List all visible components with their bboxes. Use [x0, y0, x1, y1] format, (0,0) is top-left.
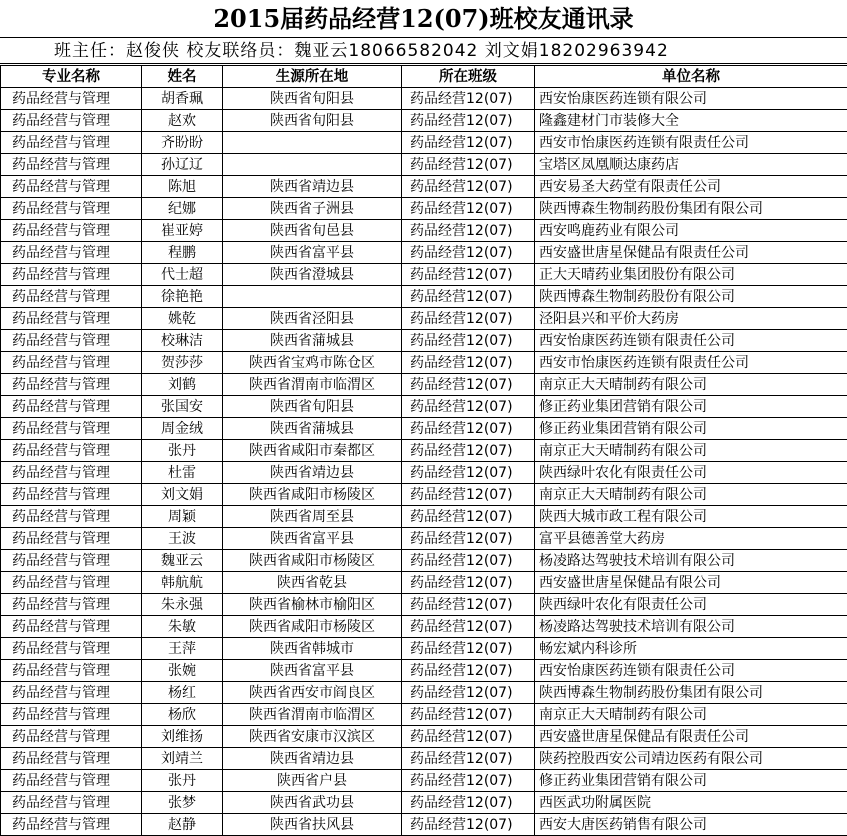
table-row — [1, 506, 847, 528]
cell-origin: 陕西省旬邑县 — [223, 220, 402, 242]
cell-class: 药品经营12(07) — [402, 220, 535, 242]
cell-origin: 陕西省旬阳县 — [223, 110, 402, 132]
table-row — [1, 286, 847, 308]
cell-unit: 泾阳县兴和平价大药房 — [535, 308, 847, 330]
cell-unit: 陕西大城市政工程有限公司 — [535, 506, 847, 528]
cell-unit: 杨凌路达驾驶技术培训有限公司 — [535, 550, 847, 572]
cell-class: 药品经营12(07) — [402, 440, 535, 462]
table-row — [1, 726, 847, 748]
cell-major: 药品经营与管理 — [1, 242, 142, 264]
cell-class: 药品经营12(07) — [402, 88, 535, 110]
table-row — [1, 594, 847, 616]
cell-major: 药品经营与管理 — [1, 110, 142, 132]
table-row — [1, 484, 847, 506]
table-row — [1, 176, 847, 198]
cell-origin — [223, 286, 402, 308]
cell-major: 药品经营与管理 — [1, 396, 142, 418]
header-row — [1, 66, 847, 88]
cell-unit: 南京正大天晴制药有限公司 — [535, 704, 847, 726]
cell-major: 药品经营与管理 — [1, 682, 142, 704]
table-row — [1, 462, 847, 484]
cell-name: 刘鹤 — [142, 374, 223, 396]
cell-name: 孙辽辽 — [142, 154, 223, 176]
cell-class: 药品经营12(07) — [402, 506, 535, 528]
cell-class: 药品经营12(07) — [402, 528, 535, 550]
cell-name: 杨欣 — [142, 704, 223, 726]
column-header-class: 所在班级 — [402, 66, 535, 88]
cell-name: 胡香珮 — [142, 88, 223, 110]
cell-class: 药品经营12(07) — [402, 660, 535, 682]
cell-class: 药品经营12(07) — [402, 154, 535, 176]
cell-unit: 西安易圣大药堂有限责任公司 — [535, 176, 847, 198]
cell-class: 药品经营12(07) — [402, 418, 535, 440]
cell-name: 王波 — [142, 528, 223, 550]
table-row — [1, 110, 847, 132]
cell-origin: 陕西省户县 — [223, 770, 402, 792]
cell-origin: 陕西省安康市汉滨区 — [223, 726, 402, 748]
cell-origin: 陕西省扶风县 — [223, 814, 402, 836]
cell-class: 药品经营12(07) — [402, 726, 535, 748]
cell-unit: 陕西博森生物制药股份集团有限公司 — [535, 682, 847, 704]
cell-unit: 南京正大天晴制药有限公司 — [535, 374, 847, 396]
cell-name: 赵欢 — [142, 110, 223, 132]
cell-name: 刘文娟 — [142, 484, 223, 506]
cell-major: 药品经营与管理 — [1, 132, 142, 154]
cell-origin: 陕西省富平县 — [223, 660, 402, 682]
cell-origin: 陕西省旬阳县 — [223, 88, 402, 110]
cell-origin: 陕西省泾阳县 — [223, 308, 402, 330]
table-row — [1, 638, 847, 660]
cell-name: 程鹏 — [142, 242, 223, 264]
cell-major: 药品经营与管理 — [1, 220, 142, 242]
cell-unit: 西安大唐医药销售有限公司 — [535, 814, 847, 836]
cell-origin: 陕西省富平县 — [223, 528, 402, 550]
cell-origin: 陕西省榆林市榆阳区 — [223, 594, 402, 616]
cell-origin — [223, 154, 402, 176]
table-row — [1, 396, 847, 418]
cell-name: 崔亚婷 — [142, 220, 223, 242]
cell-class: 药品经营12(07) — [402, 814, 535, 836]
cell-class: 药品经营12(07) — [402, 638, 535, 660]
cell-major: 药品经营与管理 — [1, 704, 142, 726]
cell-unit: 南京正大天晴制药有限公司 — [535, 440, 847, 462]
cell-origin: 陕西省靖边县 — [223, 462, 402, 484]
cell-name: 赵静 — [142, 814, 223, 836]
cell-name: 纪娜 — [142, 198, 223, 220]
cell-unit: 西安怡康医药连锁有限公司 — [535, 88, 847, 110]
cell-unit: 陕西博森生物制药股份有限公司 — [535, 286, 847, 308]
cell-name: 魏亚云 — [142, 550, 223, 572]
cell-major: 药品经营与管理 — [1, 572, 142, 594]
cell-unit: 陕西绿叶农化有限责任公司 — [535, 462, 847, 484]
cell-origin: 陕西省武功县 — [223, 792, 402, 814]
cell-class: 药品经营12(07) — [402, 396, 535, 418]
cell-origin: 陕西省靖边县 — [223, 176, 402, 198]
cell-class: 药品经营12(07) — [402, 242, 535, 264]
table-row — [1, 198, 847, 220]
cell-origin: 陕西省咸阳市秦都区 — [223, 440, 402, 462]
cell-class: 药品经营12(07) — [402, 176, 535, 198]
column-header-origin: 生源所在地 — [223, 66, 402, 88]
cell-class: 药品经营12(07) — [402, 594, 535, 616]
cell-major: 药品经营与管理 — [1, 308, 142, 330]
table-row — [1, 330, 847, 352]
cell-origin: 陕西省蒲城县 — [223, 330, 402, 352]
cell-name: 朱敏 — [142, 616, 223, 638]
cell-major: 药品经营与管理 — [1, 770, 142, 792]
cell-origin: 陕西省渭南市临渭区 — [223, 704, 402, 726]
table-row — [1, 550, 847, 572]
table-row — [1, 440, 847, 462]
table-body — [1, 88, 847, 836]
cell-major: 药品经营与管理 — [1, 814, 142, 836]
cell-unit: 西安市怡康医药连锁有限责任公司 — [535, 352, 847, 374]
cell-class: 药品经营12(07) — [402, 462, 535, 484]
cell-class: 药品经营12(07) — [402, 704, 535, 726]
cell-origin: 陕西省旬阳县 — [223, 396, 402, 418]
cell-class: 药品经营12(07) — [402, 132, 535, 154]
cell-unit: 西安怡康医药连锁有限责任公司 — [535, 660, 847, 682]
column-header-major: 专业名称 — [1, 66, 142, 88]
cell-unit: 富平县德善堂大药房 — [535, 528, 847, 550]
cell-class: 药品经营12(07) — [402, 264, 535, 286]
cell-class: 药品经营12(07) — [402, 770, 535, 792]
cell-name: 代士超 — [142, 264, 223, 286]
cell-name: 张丹 — [142, 770, 223, 792]
cell-origin: 陕西省宝鸡市陈仓区 — [223, 352, 402, 374]
cell-origin: 陕西省韩城市 — [223, 638, 402, 660]
cell-unit: 陕药控股西安公司靖边医药有限公司 — [535, 748, 847, 770]
table-row — [1, 748, 847, 770]
cell-unit: 杨凌路达驾驶技术培训有限公司 — [535, 616, 847, 638]
cell-unit: 西安怡康医药连锁有限责任公司 — [535, 330, 847, 352]
cell-unit: 畅宏斌内科诊所 — [535, 638, 847, 660]
cell-name: 杜雷 — [142, 462, 223, 484]
cell-origin: 陕西省西安市阎良区 — [223, 682, 402, 704]
cell-class: 药品经营12(07) — [402, 308, 535, 330]
cell-origin: 陕西省蒲城县 — [223, 418, 402, 440]
cell-unit: 修正药业集团营销有限公司 — [535, 418, 847, 440]
cell-name: 陈旭 — [142, 176, 223, 198]
cell-origin: 陕西省乾县 — [223, 572, 402, 594]
cell-unit: 修正药业集团营销有限公司 — [535, 770, 847, 792]
cell-major: 药品经营与管理 — [1, 88, 142, 110]
column-header-unit: 单位名称 — [535, 66, 847, 88]
table-row — [1, 704, 847, 726]
cell-class: 药品经营12(07) — [402, 330, 535, 352]
cell-major: 药品经营与管理 — [1, 616, 142, 638]
cell-major: 药品经营与管理 — [1, 462, 142, 484]
alumni-table — [0, 65, 847, 836]
table-row — [1, 660, 847, 682]
cell-major: 药品经营与管理 — [1, 506, 142, 528]
cell-origin: 陕西省渭南市临渭区 — [223, 374, 402, 396]
cell-major: 药品经营与管理 — [1, 594, 142, 616]
contact-subtitle: 班主任：赵俊侠 校友联络员：魏亚云18066582042 刘文娟18202963942 — [0, 38, 847, 64]
cell-major: 药品经营与管理 — [1, 748, 142, 770]
table-row — [1, 682, 847, 704]
cell-class: 药品经营12(07) — [402, 352, 535, 374]
cell-major: 药品经营与管理 — [1, 330, 142, 352]
cell-unit: 宝塔区凤凰顺达康药店 — [535, 154, 847, 176]
cell-name: 张婉 — [142, 660, 223, 682]
cell-major: 药品经营与管理 — [1, 484, 142, 506]
cell-major: 药品经营与管理 — [1, 198, 142, 220]
table-row — [1, 814, 847, 836]
cell-unit: 修正药业集团营销有限公司 — [535, 396, 847, 418]
cell-major: 药品经营与管理 — [1, 528, 142, 550]
cell-origin: 陕西省咸阳市杨陵区 — [223, 484, 402, 506]
table-row — [1, 88, 847, 110]
cell-name: 刘维扬 — [142, 726, 223, 748]
cell-unit: 西安盛世唐星保健品有限公司 — [535, 572, 847, 594]
cell-origin — [223, 132, 402, 154]
column-header-name: 姓名 — [142, 66, 223, 88]
cell-unit: 西医武功附属医院 — [535, 792, 847, 814]
cell-name: 刘靖兰 — [142, 748, 223, 770]
cell-major: 药品经营与管理 — [1, 660, 142, 682]
cell-name: 张丹 — [142, 440, 223, 462]
cell-class: 药品经营12(07) — [402, 792, 535, 814]
cell-name: 张梦 — [142, 792, 223, 814]
table-row — [1, 792, 847, 814]
cell-name: 张国安 — [142, 396, 223, 418]
cell-class: 药品经营12(07) — [402, 550, 535, 572]
cell-origin: 陕西省子洲县 — [223, 198, 402, 220]
cell-unit: 隆鑫建材门市装修大全 — [535, 110, 847, 132]
cell-name: 姚乾 — [142, 308, 223, 330]
table-row — [1, 132, 847, 154]
table-row — [1, 572, 847, 594]
cell-major: 药品经营与管理 — [1, 440, 142, 462]
cell-name: 韩航航 — [142, 572, 223, 594]
table-row — [1, 352, 847, 374]
table-row — [1, 220, 847, 242]
cell-origin: 陕西省靖边县 — [223, 748, 402, 770]
cell-unit: 陕西博森生物制药股份集团有限公司 — [535, 198, 847, 220]
cell-major: 药品经营与管理 — [1, 418, 142, 440]
cell-name: 杨红 — [142, 682, 223, 704]
cell-major: 药品经营与管理 — [1, 374, 142, 396]
page-title: 2015届药品经营12(07)班校友通讯录 — [0, 0, 847, 38]
cell-name: 齐盼盼 — [142, 132, 223, 154]
cell-unit: 西安盛世唐星保健品有限责任公司 — [535, 242, 847, 264]
table-row — [1, 528, 847, 550]
cell-name: 徐艳艳 — [142, 286, 223, 308]
cell-name: 校琳洁 — [142, 330, 223, 352]
cell-name: 王萍 — [142, 638, 223, 660]
cell-unit: 陕西绿叶农化有限责任公司 — [535, 594, 847, 616]
cell-name: 朱永强 — [142, 594, 223, 616]
cell-major: 药品经营与管理 — [1, 638, 142, 660]
table-row — [1, 374, 847, 396]
table-row — [1, 308, 847, 330]
table-row — [1, 264, 847, 286]
cell-origin: 陕西省咸阳市杨陵区 — [223, 616, 402, 638]
table-row — [1, 242, 847, 264]
table-row — [1, 770, 847, 792]
cell-origin: 陕西省澄城县 — [223, 264, 402, 286]
cell-class: 药品经营12(07) — [402, 484, 535, 506]
cell-major: 药品经营与管理 — [1, 176, 142, 198]
cell-name: 贺莎莎 — [142, 352, 223, 374]
cell-major: 药品经营与管理 — [1, 264, 142, 286]
cell-origin: 陕西省周至县 — [223, 506, 402, 528]
table-row — [1, 616, 847, 638]
cell-major: 药品经营与管理 — [1, 352, 142, 374]
cell-class: 药品经营12(07) — [402, 198, 535, 220]
cell-major: 药品经营与管理 — [1, 154, 142, 176]
cell-class: 药品经营12(07) — [402, 374, 535, 396]
cell-class: 药品经营12(07) — [402, 110, 535, 132]
cell-major: 药品经营与管理 — [1, 550, 142, 572]
cell-unit: 南京正大天晴制药有限公司 — [535, 484, 847, 506]
cell-unit: 西安市怡康医药连锁有限责任公司 — [535, 132, 847, 154]
cell-origin: 陕西省富平县 — [223, 242, 402, 264]
cell-major: 药品经营与管理 — [1, 286, 142, 308]
cell-unit: 西安盛世唐星保健品有限责任公司 — [535, 726, 847, 748]
cell-name: 周金绒 — [142, 418, 223, 440]
cell-major: 药品经营与管理 — [1, 792, 142, 814]
cell-class: 药品经营12(07) — [402, 286, 535, 308]
cell-class: 药品经营12(07) — [402, 682, 535, 704]
cell-class: 药品经营12(07) — [402, 748, 535, 770]
cell-origin: 陕西省咸阳市杨陵区 — [223, 550, 402, 572]
table-row — [1, 154, 847, 176]
table-row — [1, 418, 847, 440]
cell-unit: 正大天晴药业集团股份有限公司 — [535, 264, 847, 286]
cell-class: 药品经营12(07) — [402, 572, 535, 594]
cell-class: 药品经营12(07) — [402, 616, 535, 638]
cell-major: 药品经营与管理 — [1, 726, 142, 748]
cell-name: 周颖 — [142, 506, 223, 528]
cell-unit: 西安鸣鹿药业有限公司 — [535, 220, 847, 242]
